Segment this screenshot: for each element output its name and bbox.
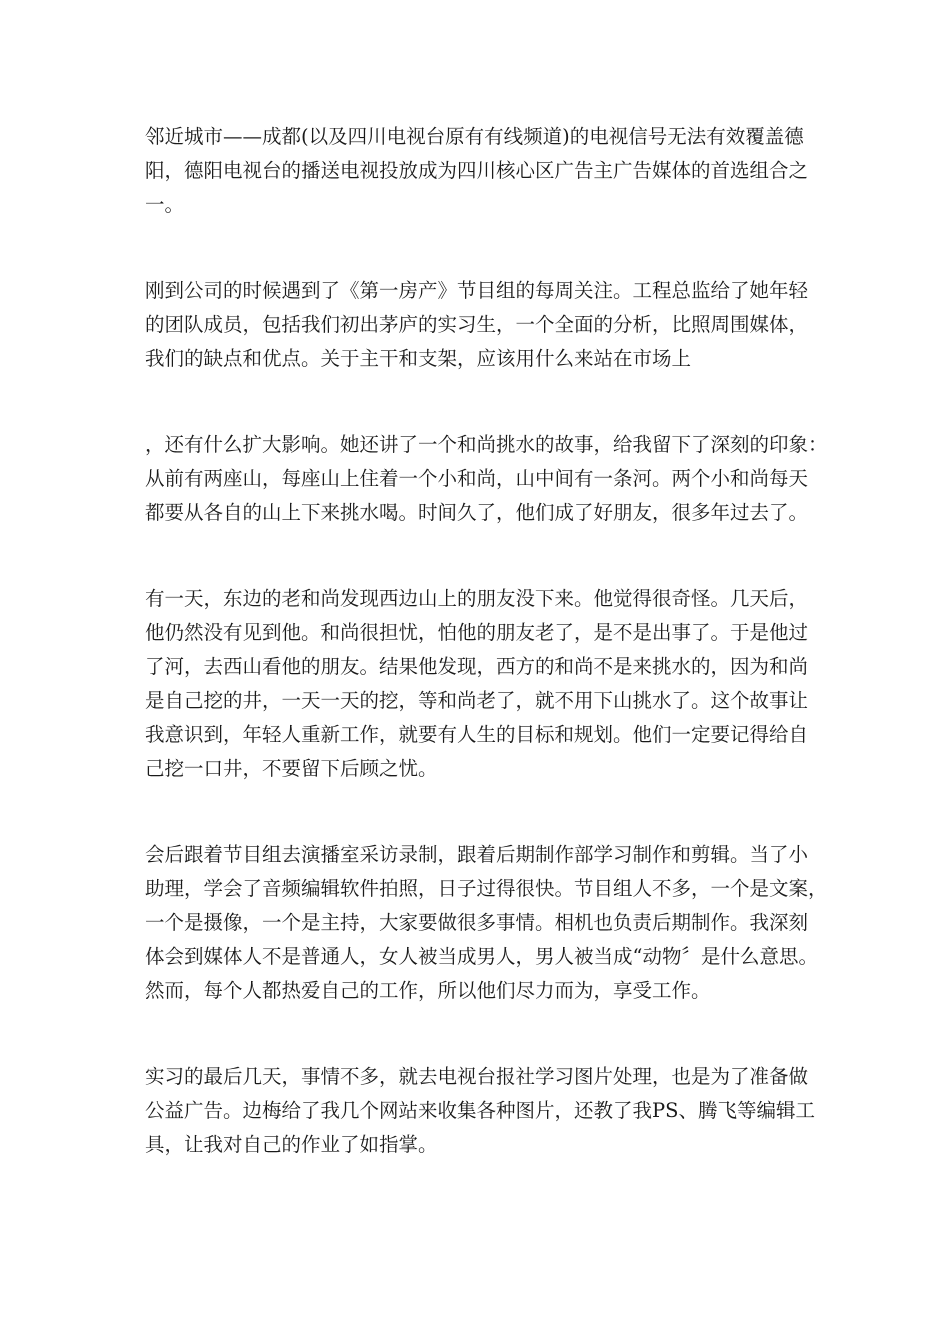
document-body	[145, 120, 828, 1162]
paragraph-1	[145, 120, 810, 222]
text-line: 邻近城市——成都(以及四川电视台原有有线频道)的电视信号无法有效覆盖德	[145, 125, 804, 148]
text-line: 会后跟着节目组去演播室采访录制，跟着后期制作部学习制作和剪辑。当了小	[145, 843, 809, 866]
paragraph-gap	[145, 530, 810, 582]
text-line: 一。	[145, 193, 185, 216]
paragraph-gap	[145, 786, 810, 838]
text-line: 刚到公司的时候遇到了《第一房产》节目组的每周关注。工程总监给了她年轻	[145, 279, 809, 302]
paragraph-4	[145, 582, 810, 786]
text-line: 助理，学会了音频编辑软件拍照，日子过得很快。节目组人不多，一个是文案，	[145, 877, 828, 900]
text-line: 体会到媒体人不是普通人，女人被当成男人，男人被当成“动物〞是什么意思。	[145, 945, 818, 968]
paragraph-6	[145, 1060, 815, 1162]
text-line: ，还有什么扩大影响。她还讲了一个和尚挑水的故事，给我留下了深刻的印象：	[145, 433, 828, 456]
text-line: 有一天，东边的老和尚发现西边山上的朋友没下来。他觉得很奇怪。几天后，	[145, 587, 809, 610]
text-line: 具，让我对自己的作业了如指掌。	[145, 1133, 438, 1156]
paragraph-gap	[145, 376, 810, 428]
paragraph-2	[145, 274, 810, 376]
text-line: 从前有两座山，每座山上住着一个小和尚，山中间有一条河。两个小和尚每天	[145, 467, 809, 490]
text-line: 的团队成员，包括我们初出茅庐的实习生，一个全面的分析，比照周围媒体，	[145, 313, 809, 336]
text-line: 是自己挖的井，一天一天的挖，等和尚老了，就不用下山挑水了。这个故事让	[145, 689, 809, 712]
text-line: 我意识到，年轻人重新工作，就要有人生的目标和规划。他们一定要记得给自	[145, 723, 809, 746]
paragraph-gap	[145, 222, 810, 274]
text-line: 实习的最后几天，事情不多，就去电视台报社学习图片处理，也是为了准备做	[145, 1065, 809, 1088]
text-line: 公益广告。边梅给了我几个网站来收集各种图片，还教了我PS、腾飞等编辑工	[145, 1099, 815, 1122]
text-line: 我们的缺点和优点。关于主干和支架，应该用什么来站在市场上	[145, 347, 692, 370]
text-line: 他仍然没有见到他。和尚很担忧，怕他的朋友老了，是不是出事了。于是他过	[145, 621, 809, 644]
paragraph-5	[145, 838, 828, 1008]
text-line: 己挖一口井，不要留下后顾之忧。	[145, 757, 438, 780]
text-line: 一个是摄像，一个是主持，大家要做很多事情。相机也负责后期制作。我深刻	[145, 911, 809, 934]
text-line: 然而，每个人都热爱自己的工作，所以他们尽力而为，享受工作。	[145, 979, 711, 1002]
paragraph-3	[145, 428, 828, 530]
text-line: 阳，德阳电视台的播送电视投放成为四川核心区广告主广告媒体的首选组合之	[145, 159, 809, 182]
paragraph-gap	[145, 1008, 810, 1060]
text-line: 了河，去西山看他的朋友。结果他发现，西方的和尚不是来挑水的，因为和尚	[145, 655, 809, 678]
text-line: 都要从各自的山上下来挑水喝。时间久了，他们成了好朋友，很多年过去了。	[145, 501, 809, 524]
